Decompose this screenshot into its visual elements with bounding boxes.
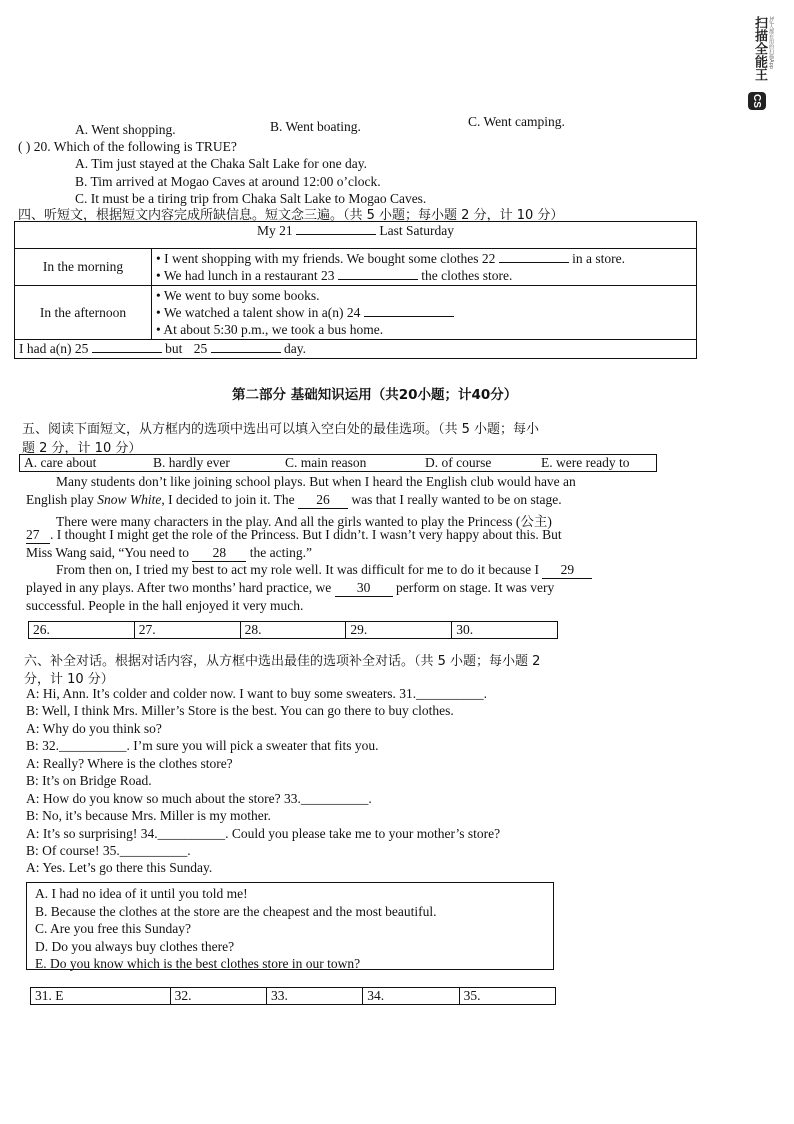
q19-option-c: C. Went camping. <box>468 114 565 129</box>
section4-heading: 四、听短文，根据短文内容完成所缺信息。短文念三遍。（共 5 小题；每小题 2 分，计 10 分） <box>18 208 564 223</box>
table-title-suffix: Last Saturday <box>379 223 454 238</box>
morning-cell <box>152 249 697 286</box>
morning-line-1a: • I went shopping with my friends. We bought some clothes 22 <box>156 251 496 266</box>
passage-line-2 <box>26 492 562 509</box>
summary-part-b: but <box>165 341 183 356</box>
section6-answer-row <box>30 987 556 1005</box>
cs-logo-icon: CS <box>748 92 766 110</box>
passage-line-6 <box>56 562 592 579</box>
answer-cell-33[interactable]: 33. <box>266 988 362 1005</box>
passage-line-5 <box>26 545 312 562</box>
blank-29: 29 <box>542 562 592 579</box>
morning-line-2a: • We had lunch in a restaurant 23 <box>156 268 335 283</box>
afternoon-line-2: • We watched a talent show in a(n) 24 <box>156 305 361 320</box>
summary-part-d: day. <box>284 341 306 356</box>
passage-line-1: Many students don’t like joining school plays. But when I heard the English club would have an <box>56 474 576 489</box>
listening-table <box>14 221 697 359</box>
summary-row <box>15 340 697 359</box>
passage-line-7 <box>26 580 554 597</box>
blank-21 <box>296 234 376 235</box>
option-e: E. were ready to <box>541 455 630 470</box>
passage-line-2c: was that I really wanted to be on stage. <box>351 492 562 507</box>
blank-26: 26 <box>298 492 348 509</box>
answer-cell-29[interactable]: 29. <box>346 622 452 639</box>
morning-line-1b: in a store. <box>572 251 625 266</box>
option-a: A. care about <box>24 455 97 470</box>
afternoon-line-1: • We went to buy some books. <box>156 288 320 303</box>
passage-line-5b: the acting.” <box>249 545 313 560</box>
table-title-row <box>15 222 697 249</box>
passage-line-8: successful. People in the hall enjoyed it very much. <box>26 598 304 613</box>
section6-options-box <box>26 882 554 970</box>
dialogue-line-11: A: Yes. Let’s go there this Sunday. <box>26 860 213 875</box>
table-title-prefix: My 21 <box>257 223 293 238</box>
option-c: C. main reason <box>285 455 367 470</box>
answer-cell-32[interactable]: 32. <box>170 988 266 1005</box>
q20-option-a: A. Tim just stayed at the Chaka Salt Lake for one day. <box>75 156 367 171</box>
blank-24 <box>364 316 454 317</box>
watermark-tagline: 3亿人都在用的扫描App <box>768 16 774 69</box>
dialogue-line-6: B: It’s on Bridge Road. <box>26 773 152 788</box>
passage-line-7a: played in any plays. After two months’ hard practice, we <box>26 580 332 595</box>
dialogue-option-e: E. Do you know which is the best clothes store in our town? <box>35 956 361 971</box>
section5-heading-1: 五、阅读下面短文，从方框内的选项中选出可以填入空白处的最佳选项。（共 5 小题；每小 <box>22 422 540 437</box>
section5-options-box <box>19 454 657 472</box>
passage-line-6a: From then on, I tried my best to act my role well. It was difficult for me to do it because I <box>56 562 540 577</box>
q20-option-b: B. Tim arrived at Mogao Caves at around 12:00 o’clock. <box>75 174 381 189</box>
afternoon-cell <box>152 286 697 340</box>
dialogue-line-2: B: Well, I think Mrs. Miller’s Store is the best. You can go there to buy clothes. <box>26 703 454 718</box>
dialogue-line-4: B: 32.__________. I’m sure you will pick a sweater that fits you. <box>26 738 379 753</box>
option-b: B. hardly ever <box>153 455 230 470</box>
dialogue-line-7: A: How do you know so much about the store? 33.__________. <box>26 791 372 806</box>
blank-22 <box>499 262 569 263</box>
blank-30: 30 <box>335 580 393 597</box>
blank-25a <box>92 352 162 353</box>
dialogue-line-8: B: No, it’s because Mrs. Miller is my mother. <box>26 808 271 823</box>
dialogue-line-10: B: Of course! 35.__________. <box>26 843 191 858</box>
answer-cell-34[interactable]: 34. <box>363 988 459 1005</box>
answer-cell-35[interactable]: 35. <box>459 988 555 1005</box>
answer-cell-27[interactable]: 27. <box>134 622 240 639</box>
morning-line-2b: the clothes store. <box>421 268 513 283</box>
dialogue-line-5: A: Really? Where is the clothes store? <box>26 756 233 771</box>
watermark-app-name: 扫描全能王 <box>752 16 767 81</box>
afternoon-label: In the afternoon <box>15 286 152 340</box>
blank-28: 28 <box>192 545 246 562</box>
afternoon-line-3: • At about 5:30 p.m., we took a bus home. <box>156 322 384 337</box>
morning-label: In the morning <box>15 249 152 286</box>
passage-line-5a: Miss Wang said, “You need to <box>26 545 190 560</box>
dialogue-option-a: A. I had no idea of it until you told me! <box>35 886 248 901</box>
scanner-watermark <box>748 16 778 116</box>
play-title: Snow White <box>97 492 162 507</box>
blank-27: 27 <box>26 527 50 544</box>
dialogue-option-c: C. Are you free this Sunday? <box>35 921 191 936</box>
passage-line-3: There were many characters in the play. And all the girls wanted to play the Princess (公主) <box>56 514 552 529</box>
summary-part-a: I had a(n) 25 <box>19 341 89 356</box>
q19-option-a: A. Went shopping. <box>75 122 176 137</box>
answer-cell-30[interactable]: 30. <box>452 622 558 639</box>
passage-line-7b: perform on stage. It was very <box>396 580 555 595</box>
passage-line-4b: . I thought I might get the role of the Princess. But I didn’t. I wasn’t very happy about this. But <box>50 527 562 542</box>
option-d: D. of course <box>425 455 492 470</box>
dialogue-option-b: B. Because the clothes at the store are the cheapest and the most beautiful. <box>35 903 437 919</box>
dialogue-line-1: A: Hi, Ann. It’s colder and colder now. I want to buy some sweaters. 31.__________. <box>26 686 488 701</box>
part2-heading: 第二部分 基础知识运用（共20小题；计40分） <box>232 387 518 403</box>
summary-part-c: 25 <box>193 341 208 356</box>
section5-answer-row <box>28 621 558 639</box>
answer-cell-26[interactable]: 26. <box>29 622 135 639</box>
answer-cell-31[interactable]: 31. E <box>31 988 171 1005</box>
passage-line-2b: , I decided to join it. The <box>161 492 295 507</box>
dialogue-option-d: D. Do you always buy clothes there? <box>35 938 235 954</box>
section6-heading-2: 分，计 10 分） <box>24 672 114 687</box>
section6-heading-1: 六、补全对话。根据对话内容，从方框中选出最佳的选项补全对话。（共 5 小题；每小题 2 <box>24 654 541 669</box>
answer-cell-28[interactable]: 28. <box>240 622 346 639</box>
blank-23 <box>338 279 418 280</box>
passage-line-2a: English play <box>26 492 98 507</box>
dialogue-line-3: A: Why do you think so? <box>26 721 162 736</box>
dialogue-line-9: A: It’s so surprising! 34.__________. Could you please take me to your mother’s store? <box>26 826 501 841</box>
blank-25b <box>211 352 281 353</box>
q19-option-b: B. Went boating. <box>270 119 361 134</box>
q20-question: ( ) 20. Which of the following is TRUE? <box>18 139 237 154</box>
passage-line-4 <box>26 527 562 544</box>
q20-option-c: C. It must be a tiring trip from Chaka Salt Lake to Mogao Caves. <box>75 191 427 206</box>
section5-heading-2: 题 2 分，计 10 分） <box>22 441 142 456</box>
